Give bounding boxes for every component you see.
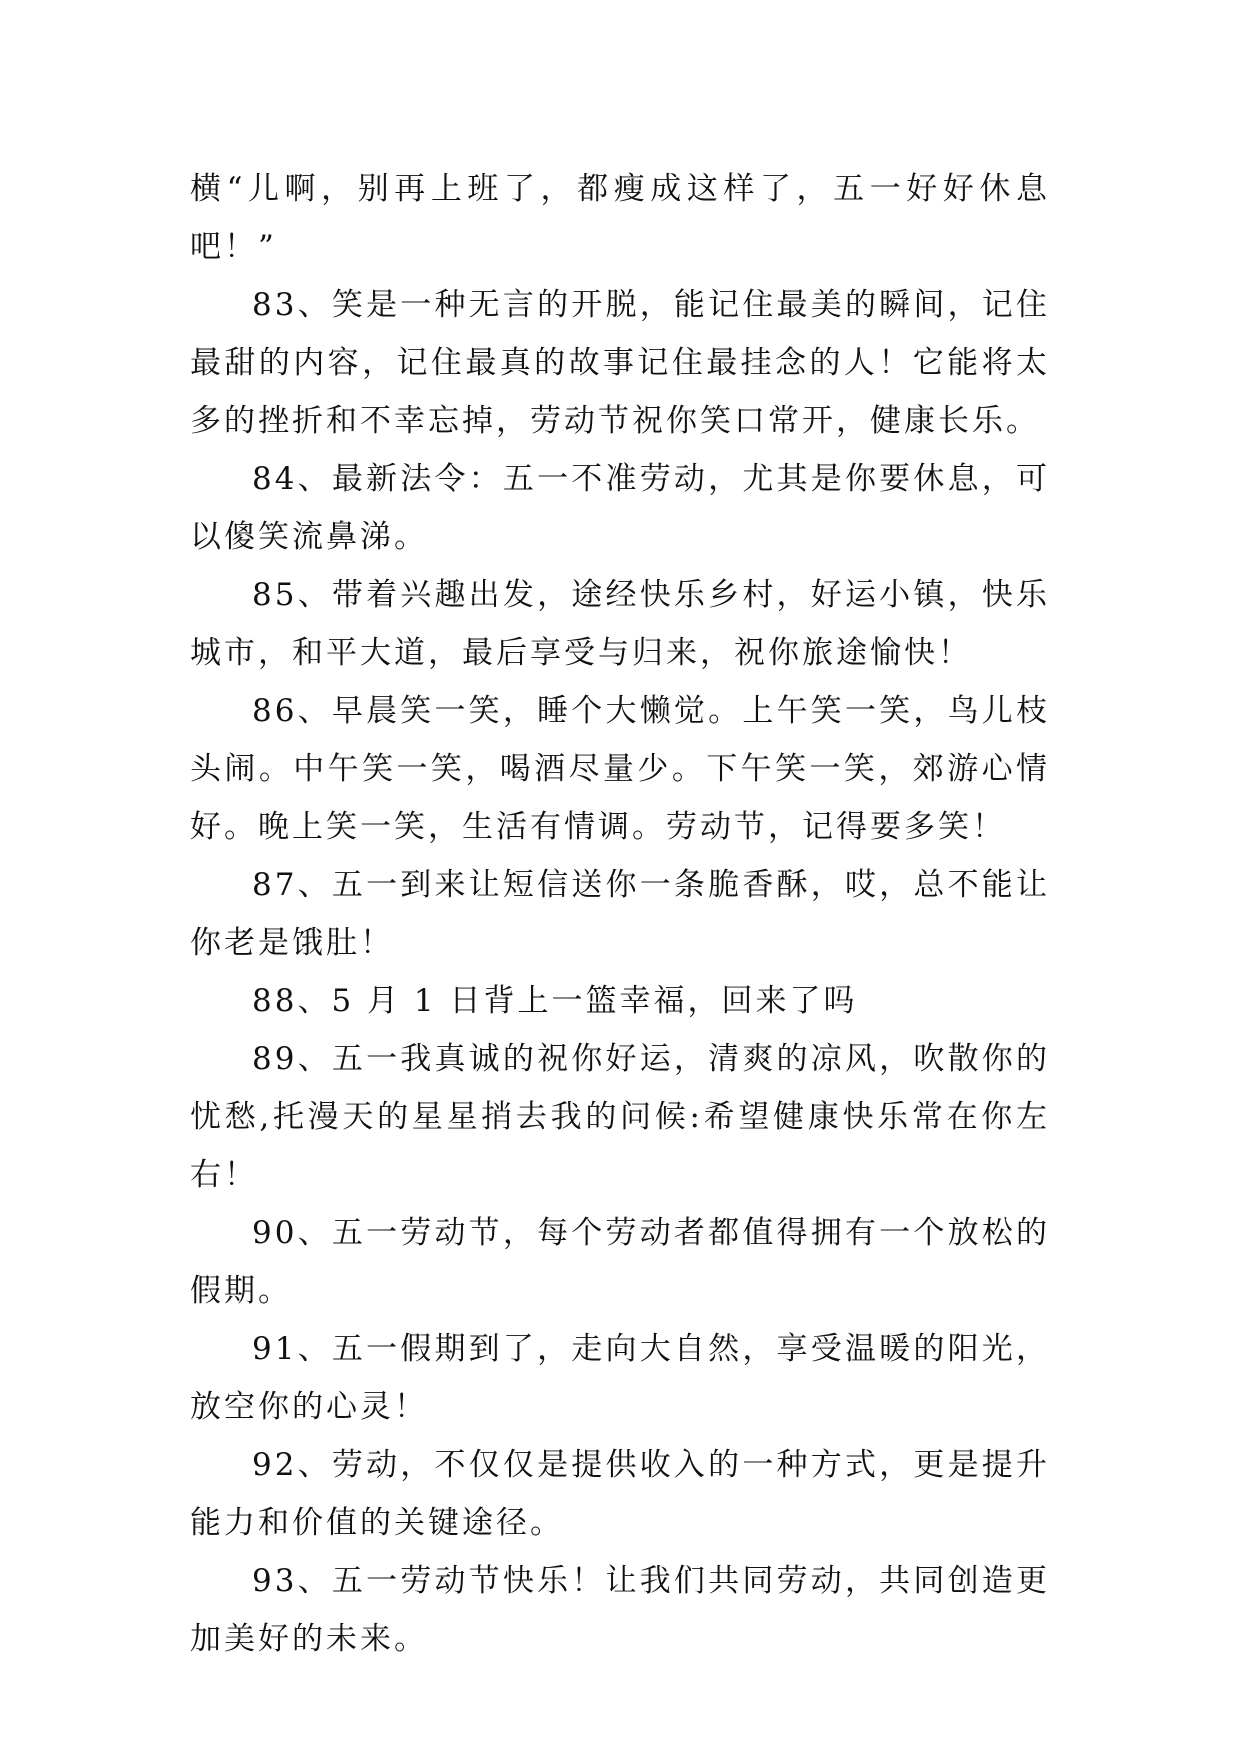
paragraph-item-90: 90、五一劳动节，每个劳动者都值得拥有一个放松的假期。 xyxy=(190,1215,1050,1309)
paragraph-continuation: 横“儿啊，别再上班了，都瘦成这样了，五一好好休息吧！” xyxy=(190,171,1050,265)
paragraph-item-87: 87、五一到来让短信送你一条脆香酥，哎，总不能让你老是饿肚！ xyxy=(190,867,1050,961)
paragraph-item-83: 83、笑是一种无言的开脱，能记住最美的瞬间，记住最甜的内容，记住最真的故事记住最挂念的人！它能将太多的挫折和不幸忘掉，劳动节祝你笑口常开，健康长乐。 xyxy=(190,287,1050,439)
paragraph-item-88: 88、5 月 1 日背上一篮幸福，回来了吗 xyxy=(252,983,858,1019)
paragraph-item-85: 85、带着兴趣出发，途经快乐乡村，好运小镇，快乐城市，和平大道，最后享受与归来，祝你旅途愉快！ xyxy=(190,577,1050,671)
paragraph-item-89: 89、五一我真诚的祝你好运，清爽的凉风，吹散你的忧愁,托漫天的星星捎去我的问候:希望健康快乐常在你左右！ xyxy=(190,1041,1050,1193)
paragraph-item-91: 91、五一假期到了，走向大自然，享受温暖的阳光，放空你的心灵！ xyxy=(190,1331,1050,1425)
paragraph-item-93: 93、五一劳动节快乐！让我们共同劳动，共同创造更加美好的未来。 xyxy=(190,1563,1050,1657)
paragraph-item-92: 92、劳动，不仅仅是提供收入的一种方式，更是提升能力和价值的关键途径。 xyxy=(190,1447,1050,1541)
document-body xyxy=(190,160,1050,1668)
paragraph-item-84: 84、最新法令：五一不准劳动，尤其是你要休息，可以傻笑流鼻涕。 xyxy=(190,461,1050,555)
paragraph-item-86: 86、早晨笑一笑，睡个大懒觉。上午笑一笑，鸟儿枝头闹。中午笑一笑，喝酒尽量少。下午笑一笑，郊游心情好。晚上笑一笑，生活有情调。劳动节，记得要多笑！ xyxy=(190,693,1050,845)
